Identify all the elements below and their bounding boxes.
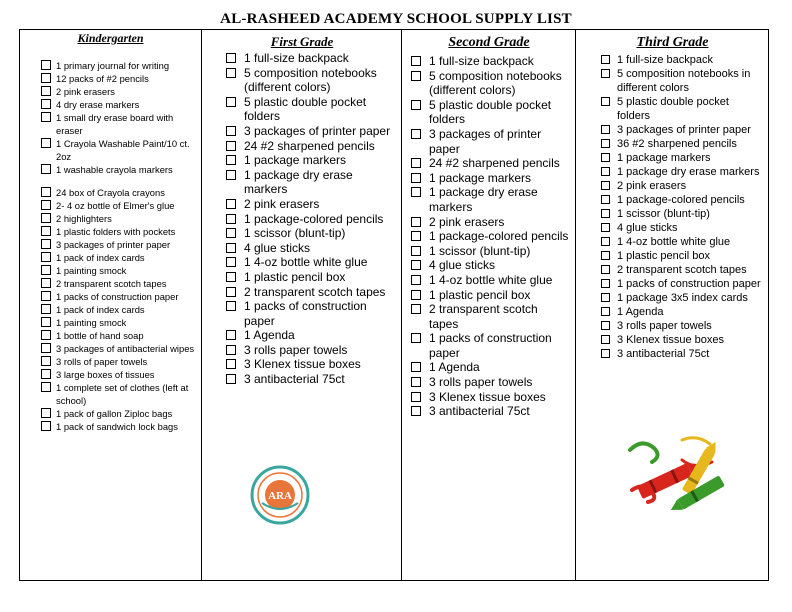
item-label: 1 package markers: [244, 153, 347, 168]
item-label: 24 #2 sharpened pencils: [429, 156, 560, 171]
list-item: [226, 66, 396, 95]
list-item: [41, 368, 198, 381]
checkbox-icon[interactable]: [41, 60, 51, 70]
checkbox-icon[interactable]: [601, 251, 610, 260]
checkbox-icon[interactable]: [601, 139, 610, 148]
item-label: 1 full-size backpack: [617, 54, 713, 66]
list-item: [601, 249, 761, 263]
checkbox-icon[interactable]: [411, 392, 421, 402]
list-item: [601, 319, 761, 333]
checkbox-icon[interactable]: [41, 99, 51, 109]
item-label: 1 plastic pencil box: [244, 269, 346, 284]
item-label: 2 pink erasers: [429, 214, 505, 229]
list-item: [601, 53, 761, 67]
item-label: 1 package-colored pencils: [244, 211, 384, 226]
list-item: [226, 241, 396, 256]
checkbox-icon[interactable]: [411, 56, 421, 66]
checkbox-icon[interactable]: [601, 279, 610, 288]
checkbox-icon[interactable]: [41, 200, 51, 210]
checkbox-icon[interactable]: [226, 257, 236, 267]
list-item: [226, 124, 396, 139]
item-label: 1 4-oz bottle white glue: [429, 272, 553, 287]
checkbox-icon[interactable]: [411, 377, 421, 387]
item-label: 2 pink erasers: [56, 86, 115, 97]
list-item: [41, 72, 198, 85]
item-label: 1 packs of construction paper: [56, 291, 179, 302]
checkbox-icon[interactable]: [41, 317, 51, 327]
item-label: 1 Crayola Washable Paint/10 ct. 2oz: [56, 138, 190, 162]
list-item: [601, 333, 761, 347]
item-label: 24 box of Crayola crayons: [56, 187, 165, 198]
crayons-icon: [622, 430, 732, 515]
list-item: [601, 277, 761, 291]
item-label: 1 packs of construction paper: [244, 299, 367, 328]
list-item: [41, 303, 198, 316]
item-label: 1 packs of construction paper: [429, 331, 552, 360]
checkbox-icon[interactable]: [411, 290, 421, 300]
checkbox-icon[interactable]: [226, 53, 236, 63]
list-item: [601, 207, 761, 221]
list-item: [41, 355, 198, 368]
checkbox-icon[interactable]: [411, 260, 421, 270]
list-item: [411, 360, 570, 375]
checkbox-icon[interactable]: [601, 223, 610, 232]
list-item: [226, 51, 396, 66]
item-label: 1 primary journal for writing: [56, 60, 170, 71]
list-item: [41, 111, 198, 137]
item-label: 5 composition notebooks (different colors): [429, 68, 562, 98]
checkbox-icon[interactable]: [411, 173, 421, 183]
checkbox-icon[interactable]: [601, 335, 610, 344]
list-item: [411, 215, 570, 230]
checkbox-icon[interactable]: [41, 304, 51, 314]
checkbox-icon[interactable]: [601, 195, 610, 204]
checkbox-icon[interactable]: [226, 126, 236, 136]
list-item: [226, 343, 396, 358]
item-label: 3 rolls paper towels: [617, 320, 712, 332]
supply-list: [601, 53, 761, 361]
list-item: [41, 137, 198, 163]
checkbox-icon[interactable]: [226, 272, 236, 282]
checkbox-icon[interactable]: [601, 265, 610, 274]
checkbox-icon[interactable]: [226, 199, 236, 209]
item-label: 1 full-size backpack: [429, 54, 534, 68]
list-item: [41, 290, 198, 303]
item-label: 36 #2 sharpened pencils: [617, 138, 737, 150]
column-heading: Second Grade: [448, 35, 530, 50]
list-item: [411, 375, 570, 390]
item-label: 1 pack of sandwich lock bags: [56, 421, 178, 432]
logo-text: ARA: [268, 490, 292, 502]
checkbox-icon[interactable]: [411, 71, 421, 81]
checkbox-icon[interactable]: [41, 343, 51, 353]
supply-list: [226, 51, 396, 387]
item-label: 3 packages of printer paper: [617, 124, 751, 136]
item-label: 1 package dry erase markers: [429, 185, 538, 214]
item-label: 1 packs of construction paper: [617, 278, 761, 290]
checkbox-icon[interactable]: [226, 155, 236, 165]
item-label: 1 full-size backpack: [244, 51, 349, 65]
list-item: [41, 199, 198, 212]
list-item: [411, 244, 570, 259]
checkbox-icon[interactable]: [41, 73, 51, 83]
list-item: [226, 255, 396, 270]
list-item: [411, 54, 570, 69]
checkbox-icon[interactable]: [411, 217, 421, 227]
list-item: [411, 185, 570, 214]
school-logo-icon: [250, 465, 310, 525]
column-kindergarten: [19, 29, 202, 581]
list-item: [41, 59, 198, 72]
column-heading: Third Grade: [636, 35, 709, 50]
list-item: [601, 263, 761, 277]
item-label: 5 plastic double pocket folders: [244, 94, 367, 124]
checkbox-icon[interactable]: [41, 408, 51, 418]
item-label: 2 pink erasers: [244, 196, 320, 211]
list-item: [601, 291, 761, 305]
item-label: 24 #2 sharpened pencils: [244, 138, 375, 153]
item-label: 2- 4 oz bottle of Elmer's glue: [56, 200, 175, 211]
item-label: 1 pack of index cards: [56, 304, 145, 315]
list-item: [411, 258, 570, 273]
item-label: 1 package dry erase markers: [244, 167, 353, 197]
item-label: 1 package dry erase markers: [617, 166, 760, 178]
item-label: 2 transparent scotch tapes: [617, 264, 747, 276]
list-item: [41, 420, 198, 433]
item-label: 2 transparent scotch tapes: [244, 284, 386, 299]
list-item: [226, 139, 396, 154]
item-label: 2 transparent scotch tapes: [429, 302, 538, 331]
checkbox-icon[interactable]: [601, 167, 610, 176]
checkbox-icon[interactable]: [41, 239, 51, 249]
item-label: 3 Klenex tissue boxes: [617, 334, 725, 346]
item-label: 3 antibacterial 75ct: [429, 404, 530, 419]
item-label: 1 painting smock: [56, 265, 127, 276]
list-item: [601, 193, 761, 207]
checkbox-icon[interactable]: [226, 141, 236, 151]
item-label: 1 scissor (blunt-tip): [617, 208, 710, 220]
list-item: [601, 123, 761, 137]
checkbox-icon[interactable]: [41, 265, 51, 275]
checkbox-icon[interactable]: [411, 406, 421, 416]
list-item: [411, 331, 570, 360]
list-item: [41, 277, 198, 290]
list-item: [41, 316, 198, 329]
checkbox-icon[interactable]: [226, 68, 236, 78]
item-label: 1 complete set of clothes (left at school): [56, 382, 189, 406]
checkbox-icon[interactable]: [411, 129, 421, 139]
checkbox-icon[interactable]: [41, 86, 51, 96]
checkbox-icon[interactable]: [601, 55, 610, 64]
list-item: [601, 305, 761, 319]
item-label: 3 packages of printer paper: [244, 123, 391, 138]
list-item: [601, 235, 761, 249]
checkbox-icon[interactable]: [411, 275, 421, 285]
list-item: [226, 328, 396, 343]
checkbox-icon[interactable]: [41, 382, 51, 392]
list-item: [41, 98, 198, 111]
checkbox-icon[interactable]: [41, 356, 51, 366]
list-item: [601, 221, 761, 235]
list-item: [41, 329, 198, 342]
page-title: AL-RASHEED ACADEMY SCHOOL SUPPLY LIST: [220, 11, 572, 27]
checkbox-icon[interactable]: [411, 304, 421, 314]
item-label: 3 rolls paper towels: [244, 342, 348, 357]
item-label: 3 packages of printer paper: [429, 126, 542, 156]
item-label: 3 packages of antibacterial wipes: [56, 343, 195, 354]
item-label: 1 pack of gallon Ziploc bags: [56, 408, 173, 419]
item-label: 3 Klenex tissue boxes: [429, 389, 546, 404]
list-item: [226, 95, 396, 124]
list-item: [411, 69, 570, 98]
item-label: 1 package 3x5 index cards: [617, 292, 748, 304]
supply-list: [411, 54, 570, 419]
list-item: [226, 226, 396, 241]
checkbox-icon[interactable]: [411, 231, 421, 241]
list-item: [226, 212, 396, 227]
item-label: 1 scissor (blunt-tip): [244, 226, 346, 241]
checkbox-icon[interactable]: [226, 301, 236, 311]
checkbox-icon[interactable]: [41, 291, 51, 301]
list-item: [411, 273, 570, 288]
checkbox-icon[interactable]: [41, 369, 51, 379]
list-item: [41, 212, 198, 225]
item-label: 5 composition notebooks in different colors: [617, 68, 751, 94]
item-label: 1 Agenda: [617, 306, 664, 318]
checkbox-icon[interactable]: [411, 362, 421, 372]
list-item: [41, 163, 198, 176]
checkbox-icon[interactable]: [601, 153, 610, 162]
checkbox-icon[interactable]: [41, 164, 51, 174]
item-label: 2 pink erasers: [617, 180, 687, 192]
checkbox-icon[interactable]: [411, 158, 421, 168]
checkbox-icon[interactable]: [601, 293, 610, 302]
item-label: 3 large boxes of tissues: [56, 369, 155, 380]
list-item: [411, 229, 570, 244]
item-label: 1 pack of index cards: [56, 252, 145, 263]
checkbox-icon[interactable]: [601, 209, 610, 218]
item-label: 1 Agenda: [429, 360, 480, 375]
list-item: [601, 67, 761, 95]
list-item: [411, 171, 570, 186]
item-label: 1 Agenda: [244, 328, 295, 343]
list-item: [601, 137, 761, 151]
checkbox-icon[interactable]: [601, 321, 610, 330]
item-label: 2 highlighters: [56, 213, 112, 224]
list-item: [601, 151, 761, 165]
item-label: 1 plastic pencil box: [617, 250, 710, 262]
item-label: 5 plastic double pocket folders: [617, 96, 729, 122]
list-item: [41, 225, 198, 238]
item-label: 5 plastic double pocket folders: [429, 97, 552, 127]
checkbox-icon[interactable]: [226, 170, 236, 180]
list-item: [411, 98, 570, 127]
checkbox-icon[interactable]: [41, 187, 51, 197]
list-item: [226, 285, 396, 300]
list-item: [601, 179, 761, 193]
checkbox-icon[interactable]: [226, 345, 236, 355]
checkbox-icon[interactable]: [226, 359, 236, 369]
list-item: [411, 156, 570, 171]
item-label: 1 package-colored pencils: [429, 229, 569, 244]
checkbox-icon[interactable]: [41, 421, 51, 431]
list-item: [226, 299, 396, 328]
list-item: [226, 372, 396, 387]
list-item: [41, 186, 198, 199]
supply-list: [41, 59, 198, 433]
column-heading: First Grade: [270, 34, 334, 49]
list-item: [601, 95, 761, 123]
item-label: 1 package markers: [617, 152, 711, 164]
checkbox-icon[interactable]: [601, 307, 610, 316]
checkbox-icon[interactable]: [411, 187, 421, 197]
checkbox-icon[interactable]: [41, 252, 51, 262]
item-label: 1 scissor (blunt-tip): [429, 243, 531, 258]
checkbox-icon[interactable]: [601, 69, 610, 78]
list-item: [41, 264, 198, 277]
checkbox-icon[interactable]: [226, 243, 236, 253]
list-item: [226, 168, 396, 197]
checkbox-icon[interactable]: [226, 214, 236, 224]
list-item: [411, 127, 570, 156]
item-label: 1 plastic pencil box: [429, 287, 531, 302]
column-second-grade: [401, 29, 576, 581]
checkbox-icon[interactable]: [226, 228, 236, 238]
checkbox-icon[interactable]: [411, 100, 421, 110]
item-label: 3 antibacterial 75ct: [244, 372, 345, 387]
list-item: [601, 347, 761, 361]
checkbox-icon[interactable]: [41, 112, 51, 122]
list-item: [226, 153, 396, 168]
list-item: [226, 270, 396, 285]
checkbox-icon[interactable]: [601, 181, 610, 190]
list-item: [411, 288, 570, 303]
list-item: [41, 407, 198, 420]
item-label: 12 packs of #2 pencils: [56, 73, 149, 84]
item-label: 4 glue sticks: [244, 240, 311, 255]
list-spacer: [41, 176, 198, 186]
checkbox-icon[interactable]: [601, 125, 610, 134]
checkbox-icon[interactable]: [41, 330, 51, 340]
item-label: 1 plastic folders with pockets: [56, 226, 176, 237]
item-label: 1 package markers: [429, 170, 532, 185]
item-label: 3 packages of printer paper: [56, 239, 171, 250]
list-item: [226, 357, 396, 372]
checkbox-icon[interactable]: [41, 278, 51, 288]
list-item: [226, 197, 396, 212]
checkbox-icon[interactable]: [41, 226, 51, 236]
item-label: 1 package-colored pencils: [617, 194, 745, 206]
item-label: 1 bottle of hand soap: [56, 330, 144, 341]
item-label: 3 rolls of paper towels: [56, 356, 148, 367]
checkbox-icon[interactable]: [601, 349, 610, 358]
item-label: 4 dry erase markers: [56, 99, 140, 110]
item-label: 5 composition notebooks (different colors): [244, 65, 377, 95]
list-item: [601, 165, 761, 179]
list-item: [41, 251, 198, 264]
list-item: [41, 342, 198, 355]
checkbox-icon[interactable]: [601, 97, 610, 106]
item-label: 2 transparent scotch tapes: [56, 278, 167, 289]
checkbox-icon[interactable]: [41, 138, 51, 148]
checkbox-icon[interactable]: [226, 330, 236, 340]
checkbox-icon[interactable]: [411, 246, 421, 256]
item-label: 1 4-oz bottle white glue: [244, 255, 368, 270]
checkbox-icon[interactable]: [226, 97, 236, 107]
list-item: [411, 404, 570, 419]
list-item: [411, 302, 570, 331]
item-label: 3 Klenex tissue boxes: [244, 357, 361, 372]
list-item: [41, 381, 198, 407]
item-label: 1 small dry erase board with eraser: [56, 112, 174, 136]
checkbox-icon[interactable]: [41, 213, 51, 223]
checkbox-icon[interactable]: [226, 287, 236, 297]
item-label: 3 antibacterial 75ct: [617, 348, 710, 360]
item-label: 4 glue sticks: [617, 222, 678, 234]
list-item: [41, 238, 198, 251]
checkbox-icon[interactable]: [411, 333, 421, 343]
item-label: 4 glue sticks: [429, 258, 496, 273]
item-label: 3 rolls paper towels: [429, 375, 533, 390]
checkbox-icon[interactable]: [601, 237, 610, 246]
item-label: 1 painting smock: [56, 317, 127, 328]
list-item: [411, 390, 570, 405]
column-heading: Kindergarten: [77, 31, 144, 45]
checkbox-icon[interactable]: [226, 374, 236, 384]
list-item: [41, 85, 198, 98]
item-label: 1 4-oz bottle white glue: [617, 236, 731, 248]
item-label: 1 washable crayola markers: [56, 164, 173, 175]
